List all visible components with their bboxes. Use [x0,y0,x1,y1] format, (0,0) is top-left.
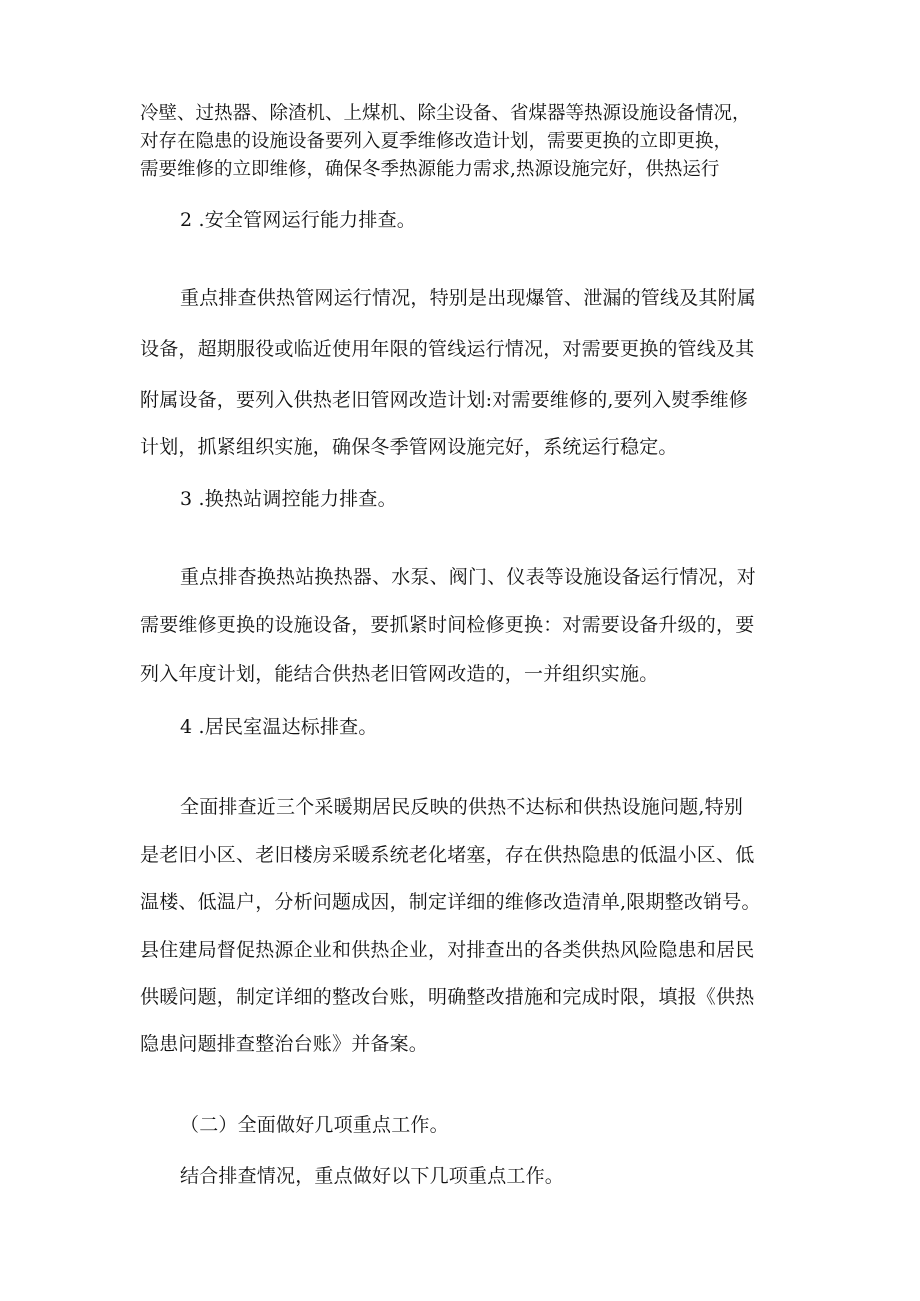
section2-intro: 结合排查情况，重点做好以下几项重点工作。 [180,1165,565,1187]
intro-line-2: 对存在隐患的设施设备要列入夏季维修改造计划，需要更换的立即更换， [140,131,733,152]
item3-line-1: 重点排杳换热站换热器、水泵、阀门、仪表等设施设备运行情况，对 [180,566,757,588]
item4-line-2: 是老旧小区、老旧楼房采暖系统老化堵塞，存在供热隐患的低温小区、低 [140,844,755,866]
item2-line-4: 计划，抓紧组织实施，确保冬季管网设施完好，系统运行稳定。 [140,436,678,458]
item4-heading: 4 .居民室温达标排查。 [180,716,378,738]
section2-heading: （二）全面做好几项重点工作。 [180,1114,449,1136]
item2-heading: 2 .安全管网运行能力排查。 [180,209,416,231]
intro-line-1: 冷壁、过热器、除渣机、上煤机、除尘设备、省煤器等热源设施设备情况， [140,103,751,124]
item3-heading: 3 .换热站调控能力排查。 [180,488,397,510]
item4-line-5: 供暖问题，制定详细的整改台账，明确整改措施和完成时限，填报《供热 [140,986,755,1008]
intro-line-3: 需要维修的立即维修，确保冬季热源能力需求,热源设施完好，供热运行 [140,159,720,180]
item4-line-4: 县住建局督促热源企业和供热企业，对排查出的各类供热风险隐患和居民 [140,939,755,961]
item3-line-2: 需要维修更换的设施设备，要抓紧时间检修更换：对需要设备升级的，要 [140,614,755,636]
item2-line-2: 设备，超期服役或临近使用年限的管线运行情况，对需要更换的管线及其 [140,338,755,360]
item2-line-3: 附属设备，要列入供热老旧管网改造计划:对需要维修的,要列入熨季维修 [140,389,749,411]
item4-line-3: 温楼、低温户，分析问题成因，制定详细的维修改造清单,限期整改销号。 [140,891,761,913]
item4-line-6: 隐患问题排查整治台账》并备案。 [140,1033,429,1055]
item2-line-1: 重点排查供热管网运行情况，特别是出现爆管、泄漏的管线及其附属 [180,287,757,309]
item3-line-3: 列入年度计划，能结合供热老旧管网改造的，一并组织实施。 [140,663,659,685]
item4-line-1: 全面排查近三个采暖期居民反映的供热不达标和供热设施问题,特别 [180,796,744,818]
